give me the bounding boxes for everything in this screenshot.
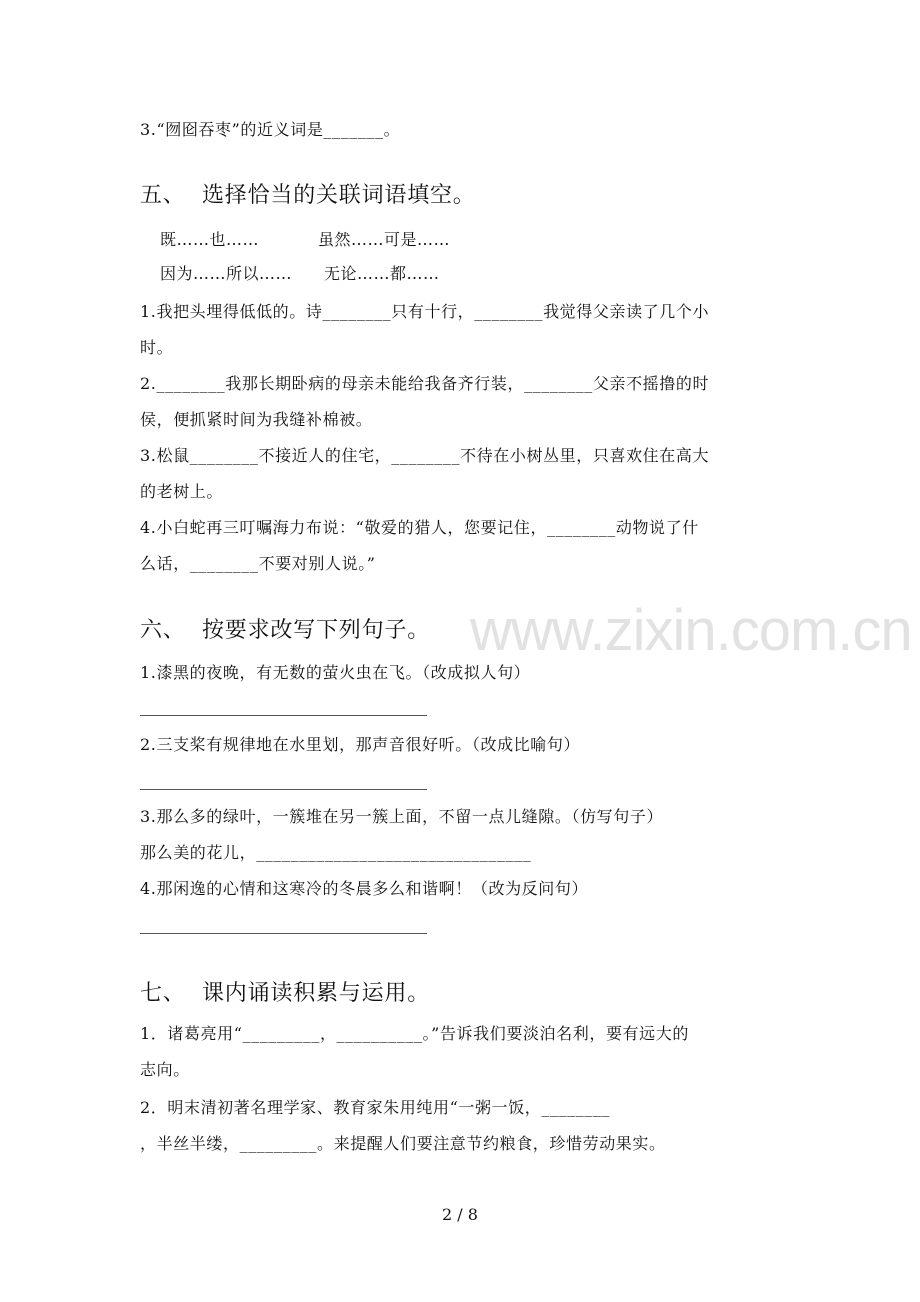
section-6-title: 按要求改写下列句子。 [202,618,431,643]
section-7-number: 七、 [140,981,186,1006]
word-bank-item: 既……也…… [160,230,260,249]
answer-line [140,933,427,934]
text-line: 4.小白蛇再三叮嘱海力布说：“敬爱的猎人，您要记住，________动物说了什 [140,518,699,537]
section-6-question-4: 4.那闲逸的心情和这寒冷的冬晨多么和谐啊！（改为反问句） [140,879,589,898]
section-5-heading [140,182,476,210]
page-number: 2 / 8 [442,1205,478,1224]
section-6-question-3: 3.那么多的绿叶，一簇堆在另一簇上面，不留一点儿缝隙。（仿写句子） [140,807,664,826]
watermark: www.zixin.com.cn [470,598,912,663]
text-line: 时。 [140,338,174,357]
section-7-title: 课内诵读积累与运用。 [202,981,431,1006]
text-line: 3.松鼠________不接近人的住宅，________不待在小树丛里，只喜欢住在高大 [140,446,710,465]
section-5-title: 选择恰当的关联词语填空。 [202,183,476,208]
section-6-number: 六、 [140,618,186,643]
text-line: 2.________我那长期卧病的母亲未能给我备齐行装，________父亲不摇撸的时 [140,374,710,393]
section-6-question-1: 1.漆黑的夜晚，有无数的萤火虫在飞。（改成拟人句） [140,663,531,682]
answer-line [140,789,427,790]
section-6-question-3-answer: 那么美的花儿，________________________________ [140,843,532,862]
question-3-line: 3.“囫囵吞枣”的近义词是_______。 [140,120,401,139]
text-line: 的老树上。 [140,482,224,501]
text-line: 1．诸葛亮用“_________，__________。”告诉我们要淡泊名利，要有远大的 [140,1024,689,1043]
text-line: 2．明末清初著名理学家、教育家朱用纯用“一粥一饭，________ [140,1098,611,1117]
section-6-heading [140,617,430,645]
text-line: 1.我把头埋得低低的。诗________只有十行，________我觉得父亲读了几个小 [140,302,710,321]
word-bank-item: 虽然……可是…… [318,230,451,249]
word-bank-item: 无论……都…… [324,264,440,283]
word-bank-item: 因为……所以…… [160,264,293,283]
section-7-heading [140,980,430,1008]
section-6-question-2: 2.三支桨有规律地在水里划，那声音很好听。（改成比喻句） [140,735,581,754]
text-line: 志向。 [140,1060,190,1079]
text-line: 侯，便抓紧时间为我缝补棉被。 [140,410,373,429]
section-5-number: 五、 [140,183,186,208]
text-line: 么话，________不要对别人说。” [140,554,376,573]
text-line: ，半丝半缕，_________。来提醒人们要注意节约粮食，珍惜劳动果实。 [140,1134,666,1153]
answer-line [140,715,427,716]
